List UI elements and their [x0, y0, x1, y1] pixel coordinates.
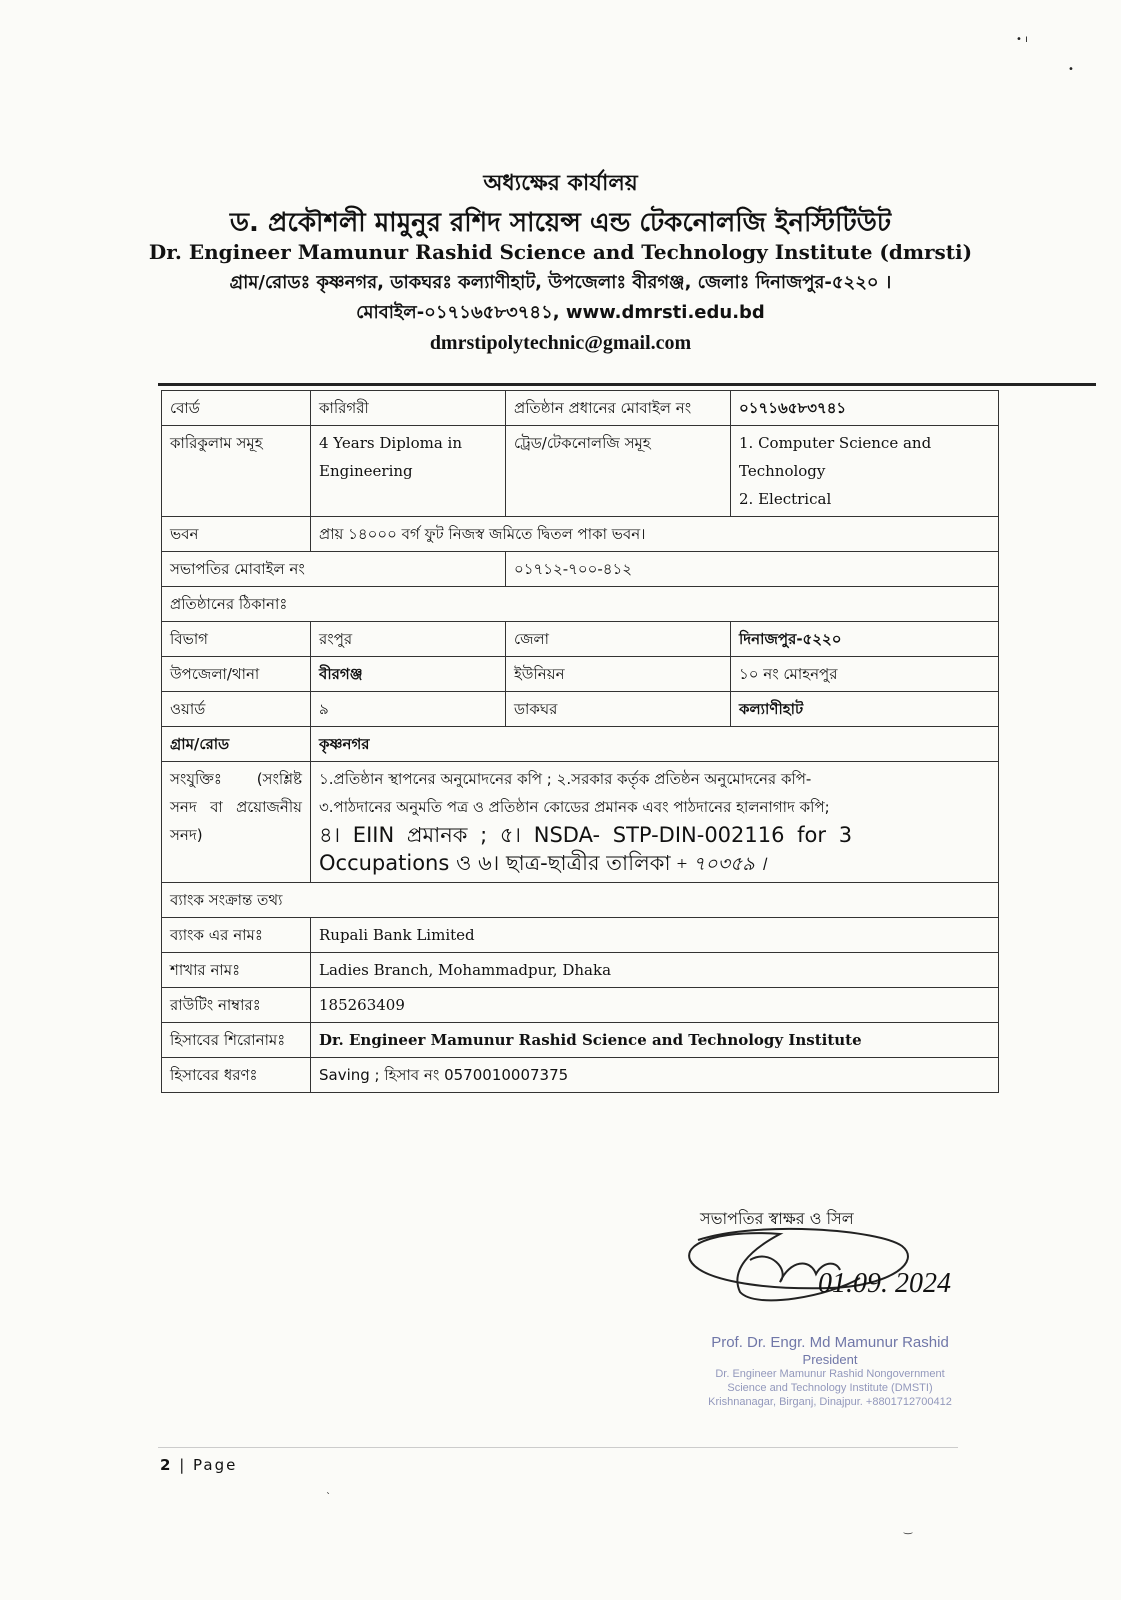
institute-email: dmrstipolytechnic@gmail.com	[429, 332, 692, 354]
account-type-label: হিসাবের ধরণঃ	[162, 1058, 311, 1093]
routing-label: রাউটিং নাম্বারঃ	[162, 988, 311, 1023]
union-label: ইউনিয়ন	[506, 657, 731, 692]
table-row	[162, 426, 999, 517]
institute-contact: মোবাইল-০১৭১৬৫৮৩৭৪১, www.dmrsti.edu.bd	[356, 302, 765, 323]
ward-label: ওয়ার্ড	[162, 692, 311, 727]
table-row	[162, 657, 999, 692]
table-row	[162, 1058, 999, 1093]
institute-info-table	[161, 390, 999, 1093]
stamp-name: Prof. Dr. Engr. Md Mamunur Rashid	[711, 1334, 949, 1351]
building-value: প্রায় ১৪০০০ বর্গ ফুট নিজস্ব জমিতে দ্বিতল পাকা ভবন।	[311, 517, 999, 552]
curriculum-label: কারিকুলাম সমূহ	[162, 426, 311, 517]
page-number: 2	[160, 1456, 173, 1474]
village-label: গ্রাম/রোড	[162, 727, 311, 762]
attachments-line: ৪। EIIN প্রমানক ; ৫। NSDA- STP-DIN-002116 for 3	[319, 823, 853, 847]
attachments-line: ৩.পাঠদানের অনুমতি পত্র ও প্রতিষ্ঠান কোডের প্রমানক এবং পাঠদানের হালনাগাদ কপি;	[319, 798, 830, 816]
account-type-value: Saving ; হিসাব নং 0570010007375	[311, 1058, 999, 1093]
branch-value: Ladies Branch, Mohammadpur, Dhaka	[311, 953, 999, 988]
table-row	[162, 517, 999, 552]
bank-name-value: Rupali Bank Limited	[311, 918, 999, 953]
table-row	[162, 762, 999, 883]
scan-speck: ˋ	[326, 1492, 331, 1503]
trade-item: 1. Computer Science and Technology	[739, 434, 932, 480]
ward-value: ৯	[311, 692, 506, 727]
attachments-value	[311, 762, 999, 883]
union-value: ১০ নং মোহনপুর	[731, 657, 999, 692]
signature-date: 01.09. 2024	[818, 1268, 951, 1299]
upazila-value: বীরগঞ্জ	[311, 657, 506, 692]
trades-value	[731, 426, 999, 517]
head-mobile-label: প্রতিষ্ঠান প্রধানের মোবাইল নং	[506, 391, 731, 426]
district-label: জেলা	[506, 622, 731, 657]
curriculum-value: 4 Years Diploma in Engineering	[311, 426, 506, 517]
account-title-label: হিসাবের শিরোনামঃ	[162, 1023, 311, 1058]
institute-name-bangla: ড. প্রকৌশলী মামুনুর রশিদ সায়েন্স এন্ড টেকনোলজি ইনস্টিটিউট	[229, 208, 892, 238]
handwritten-student-count: + ৭০৩৫৯ ।	[675, 854, 767, 875]
table-row	[162, 692, 999, 727]
bank-name-label: ব্যাংক এর নামঃ	[162, 918, 311, 953]
head-mobile-value: ০১৭১৬৫৮৩৭৪১	[731, 391, 999, 426]
stamp-title: President	[802, 1352, 858, 1367]
chair-mobile-value: ০১৭১২-৭০০-৪১২	[506, 552, 999, 587]
signature-label: সভাপতির স্বাক্ষর ও সিল	[700, 1209, 854, 1228]
scan-speck: ‿	[904, 1524, 913, 1535]
attachments-line: ১.প্রতিষ্ঠান স্থাপনের অনুমোদনের কপি ; ২.সরকার কর্তৃক প্রতিষ্ঠন অনুমোদনের কপি-	[319, 770, 812, 788]
attachments-line	[319, 849, 990, 879]
page-word: | Page	[179, 1456, 238, 1474]
institute-name-english: Dr. Engineer Mamunur Rashid Science and Technology Institute (dmrsti)	[148, 240, 973, 264]
chair-mobile-label: সভাপতির মোবাইল নং	[162, 552, 506, 587]
table-row	[162, 1023, 999, 1058]
table-row	[162, 587, 999, 622]
table-row	[162, 883, 999, 918]
stamp-line: Krishnanagar, Birganj, Dinajpur. +8801712700412	[708, 1396, 952, 1408]
scan-speck: • ı	[1016, 34, 1028, 45]
post-office-label: ডাকঘর	[506, 692, 731, 727]
footer-divider	[158, 1447, 958, 1448]
table-row	[162, 988, 999, 1023]
scan-speck: •	[1068, 64, 1074, 75]
table-row	[162, 622, 999, 657]
board-value: কারিগরী	[311, 391, 506, 426]
table-row	[162, 953, 999, 988]
district-value: দিনাজপুর-৫২২০	[731, 622, 999, 657]
page-footer	[160, 1456, 237, 1474]
branch-label: শাখার নামঃ	[162, 953, 311, 988]
division-value: রংপুর	[311, 622, 506, 657]
stamp-line: Dr. Engineer Mamunur Rashid Nongovernment	[715, 1368, 945, 1380]
village-value: কৃষ্ণনগর	[311, 727, 999, 762]
table-row	[162, 727, 999, 762]
attachments-line-text: Occupations ও ৬। ছাত্র-ছাত্রীর তালিকা	[319, 851, 671, 875]
table-row	[162, 552, 999, 587]
office-title: অধ্যক্ষের কার্যালয়	[483, 171, 638, 196]
division-label: বিভাগ	[162, 622, 311, 657]
post-office-value: কল্যাণীহাট	[731, 692, 999, 727]
attachments-label: সংযুক্তিঃ (সংশ্লিষ্ট সনদ বা প্রয়োজনীয় সনদ)	[162, 762, 311, 883]
building-label: ভবন	[162, 517, 311, 552]
bank-info-label: ব্যাংক সংক্রান্ত তথ্য	[162, 883, 999, 918]
trades-label: ট্রেড/টেকনোলজি সমূহ	[506, 426, 731, 517]
upazila-label: উপজেলা/থানা	[162, 657, 311, 692]
institute-address: গ্রাম/রোডঃ কৃষ্ণনগর, ডাকঘরঃ কল্যাণীহাট, উপজেলাঃ বীরগঞ্জ, জেলাঃ দিনাজপুর-৫২২০ ।	[229, 272, 892, 293]
stamp-line: Science and Technology Institute (DMSTI)	[727, 1382, 933, 1394]
table-row	[162, 391, 999, 426]
account-title-value: Dr. Engineer Mamunur Rashid Science and Technology Institute	[311, 1023, 999, 1058]
address-section-label: প্রতিষ্ঠানের ঠিকানাঃ	[162, 587, 999, 622]
routing-value: 185263409	[311, 988, 999, 1023]
trade-item: 2. Electrical	[739, 490, 832, 508]
table-row	[162, 918, 999, 953]
board-label: বোর্ড	[162, 391, 311, 426]
header-divider	[158, 383, 1096, 386]
